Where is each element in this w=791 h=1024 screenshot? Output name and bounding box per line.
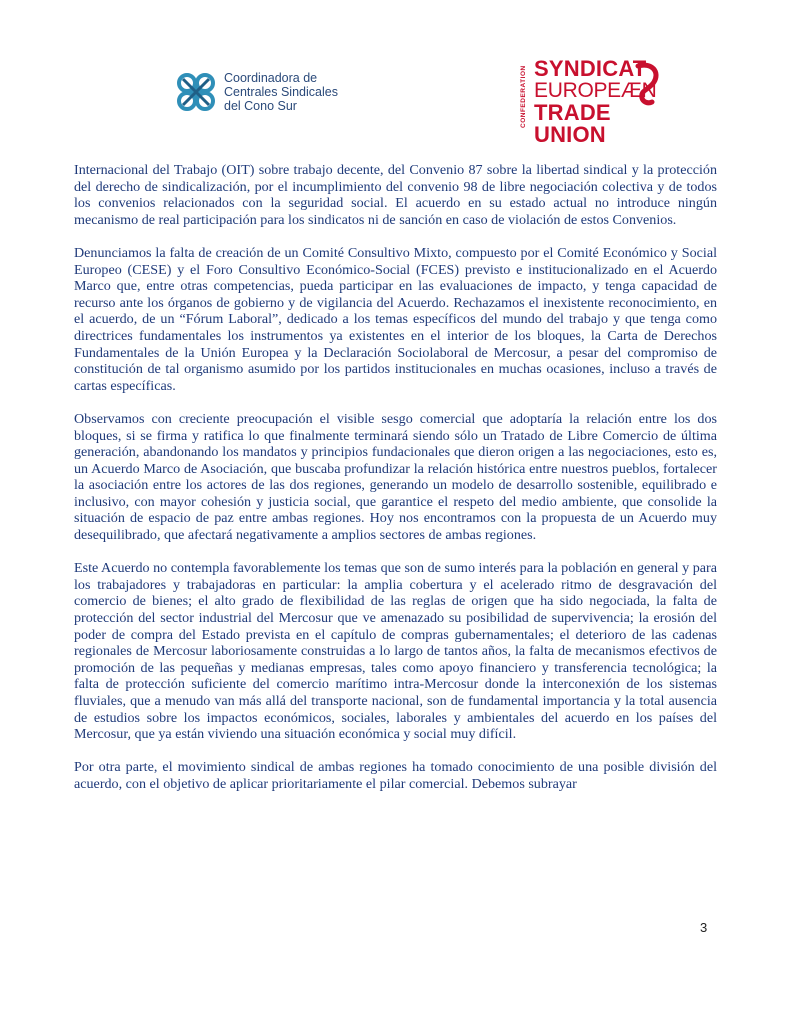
etuc-side-text: CONFEDERATION	[520, 65, 527, 128]
ccscs-logo-text	[224, 71, 338, 113]
etuc-logo	[520, 54, 662, 147]
etuc-swirl-icon	[634, 60, 660, 106]
paragraph: Por otra parte, el movimiento sindical de ambas regiones ha tomado conocimiento de una posible división del acuerdo, con el objetivo de aplicar prioritariamente el pilar comercial. Debemos subrayar	[74, 759, 717, 792]
paragraph: Este Acuerdo no contempla favorablemente los temas que son de sumo interés para la población en general y para los trabajadores y trabajadoras en particular: la amplia cobertura y el acelerado ritmo de desgravación del comercio de bienes; el alto grado de flexibilidad de las reglas de origen que ha sido negociada, la falta de protección del sector industrial del Mercosur que ve amenazado su posibilidad de supervivencia; la erosión del poder de compra del Estado prevista en el capítulo de compras gubernamentales; el deterioro de las cadenas regionales de Mercosur laboriosamente construidas a lo largo de tantos años, la falta de mecanismos efectivos de promoción de las pequeñas y medianas empresas, tales como apoyo financiero y transferencia tecnológica; la falta de protección suficiente del comercio marítimo intra-Mercosur donde la interconexión de los sistemas fluviales, que a menudo van más allá del transporte nacional, son de fundamental importancia y la total ausencia de estudios sobre los impactos económicos, sociales, laborales y ambientales del acuerdo en los países del Mercosur, que ya están viviendo una situación económica y social muy difícil.	[74, 560, 717, 743]
paragraph: Denunciamos la falta de creación de un Comité Consultivo Mixto, compuesto por el Comité Económico y Social Europeo (CESE) y el Foro Consultivo Económico-Social (FCES) previsto e institucionalizado en el Acuerdo Marco que, entre otras competencias, pueda participar en las evaluaciones de impacto, y tenga capacidad de recurso ante los órganos de gobierno y de vigilancia del Acuerdo. Rechazamos el inexistente reconocimiento, en el acuerdo, de un “Fórum Laboral”, dedicado a los temas específicos del mundo del trabajo y que tenga como directrices fundamentales los instrumentos ya existentes en el interior de los bloques, la Carta de Derechos Fundamentales de la Unión Europea y la Declaración Sociolaboral de Mercosur, a pesar del compromiso de constitución de tal organismo asumido por los partidos institucionales en muchas ocasiones, incluso a través de cartas específicas.	[74, 244, 717, 394]
page-number: 3	[700, 920, 708, 935]
etuc-line-3: TRADE UNION	[534, 100, 611, 147]
ccscs-line-1: Coordinadora de	[224, 71, 318, 85]
ccscs-line-3: del Cono Sur	[224, 99, 297, 113]
ccscs-line-2: Centrales Sindicales	[224, 85, 338, 99]
page-header	[0, 52, 791, 147]
document-body	[74, 162, 717, 809]
etuc-line-2: EUROPEÆN	[534, 79, 657, 102]
paragraph: Observamos con creciente preocupación el visible sesgo comercial que adoptaría la relación entre los dos bloques, si se firma y ratifica lo que finalmente terminará siendo sólo un Tratado de Libre Comercio de última generación, abandonando los mandatos y principios fundacionales que dieron origen a las negociaciones, esto es, un Acuerdo Marco de Asociación, que buscaba profundizar la relación histórica entre nuestros pueblos, fortalecer la asociación entre los actores de las dos regiones, generando un modelo de desarrollo sostenible, equilibrado e inclusivo, con mayor cohesión y justicia social, que garantice el respeto del medio ambiente, que consolide la situación de espacio de paz entre ambas regiones. Hoy nos encontramos con la propuesta de un Acuerdo muy desequilibrado, que afectará negativamente a amplios sectores de ambas regiones.	[74, 410, 717, 544]
etuc-line-1: SYNDICAT	[534, 56, 647, 81]
paragraph: Internacional del Trabajo (OIT) sobre trabajo decente, del Convenio 87 sobre la libertad sindical y la protección del derecho de sindicalización, por el incumplimiento del convenio 98 de libre negociación colectiva y de todos los convenios relacionados con la seguridad social. El acuerdo en su estado actual no introduce ningún mecanismo de real participación para los sindicatos ni de sanción en caso de violación de estos Convenios.	[74, 162, 717, 228]
ccscs-logo-icon	[174, 70, 218, 114]
ccscs-logo	[174, 70, 338, 114]
